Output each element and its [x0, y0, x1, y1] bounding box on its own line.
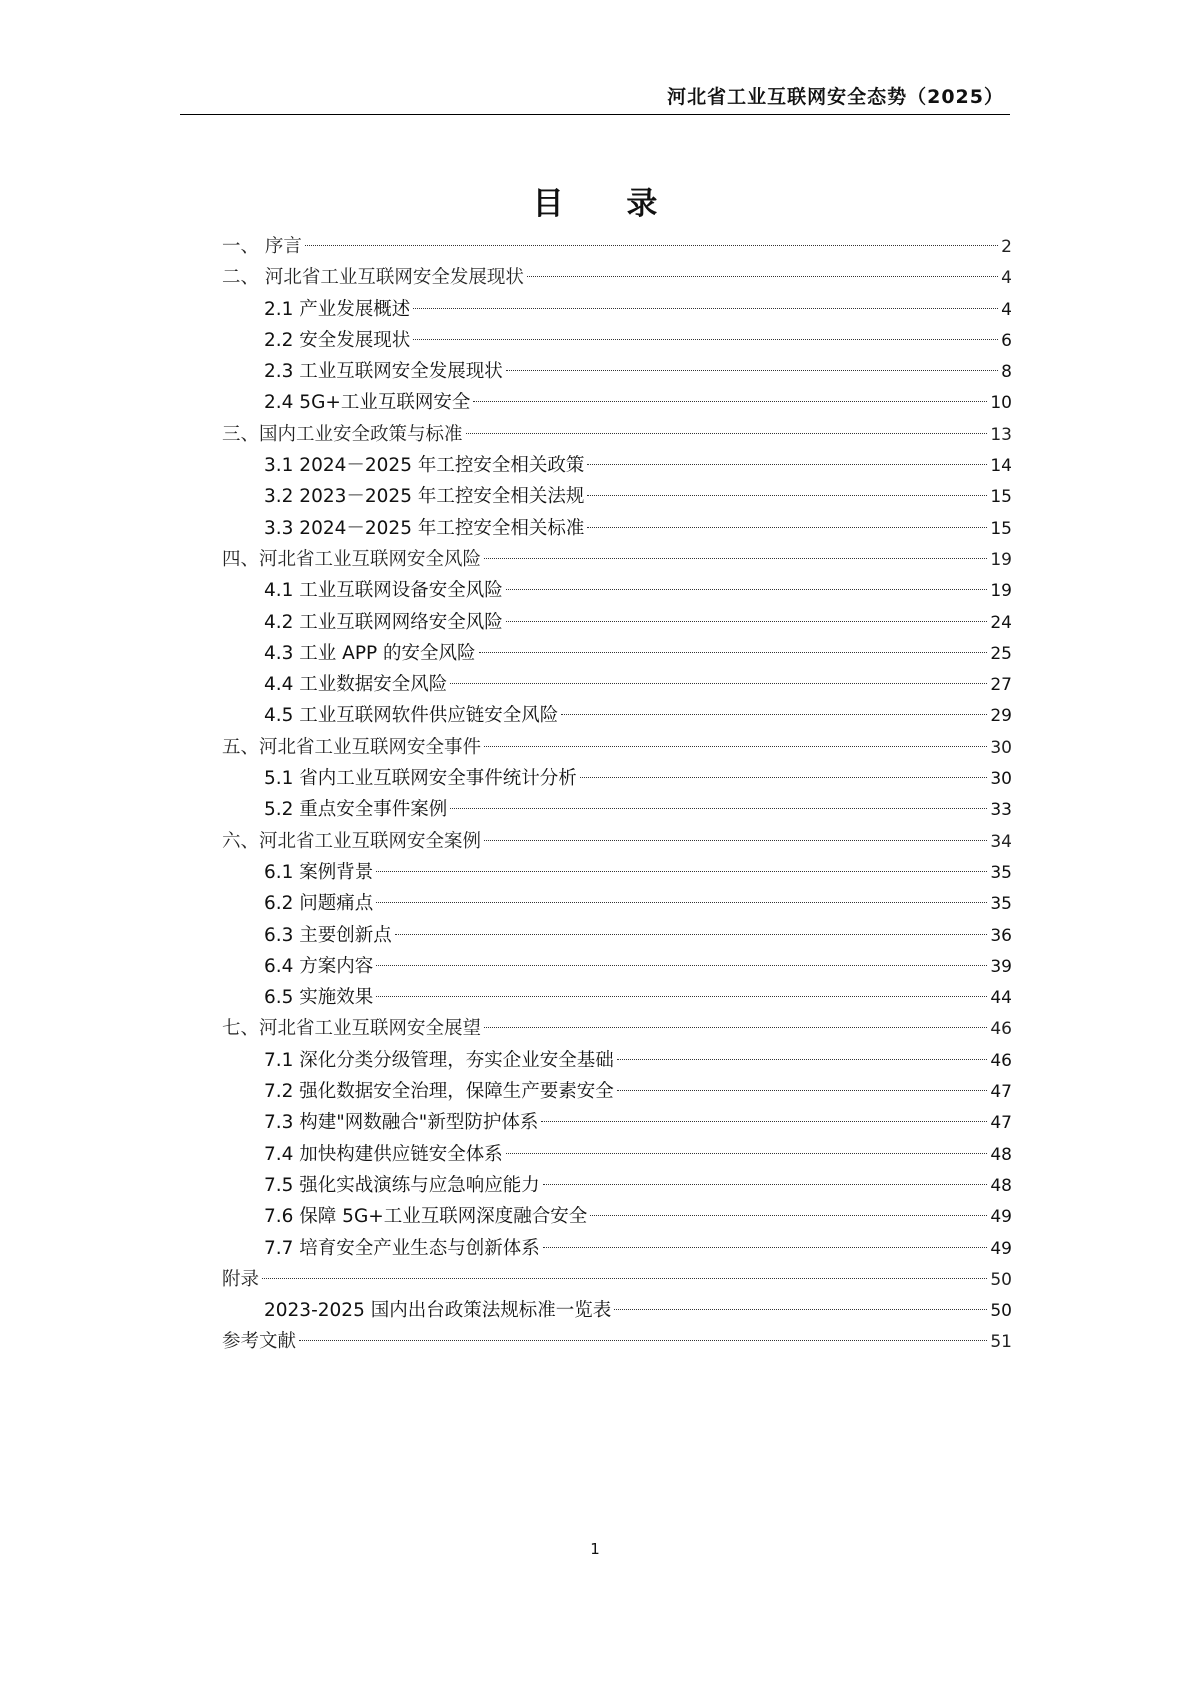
toc-dot-leader: [262, 1278, 987, 1279]
toc-subsection-entry[interactable]: [222, 1045, 1012, 1076]
toc-entry-label: 3.2 2023－2025 年工控安全相关法规: [264, 486, 585, 508]
toc-entry-page: 6: [1001, 330, 1012, 351]
toc-subsection-entry[interactable]: [222, 951, 1012, 982]
toc-dot-leader: [305, 245, 998, 246]
toc-dot-leader: [376, 996, 987, 997]
toc-subsection-entry[interactable]: [222, 669, 1012, 700]
toc-subsection-entry[interactable]: [222, 450, 1012, 481]
toc-entry-label: 2.2 安全发展现状: [264, 329, 411, 351]
toc-subsection-entry[interactable]: [222, 1076, 1012, 1107]
toc-entry-page: 39: [990, 956, 1012, 977]
toc-entry-label: 四、河北省工业互联网安全风险: [222, 548, 482, 570]
toc-entry-page: 30: [990, 737, 1012, 758]
toc-entry-page: 51: [990, 1332, 1012, 1353]
toc-entry-label: 三、国内工业安全政策与标准: [222, 423, 463, 445]
toc-dot-leader: [484, 558, 987, 559]
toc-section-entry[interactable]: [222, 231, 1012, 262]
toc-subsection-entry[interactable]: [222, 700, 1012, 731]
toc-entry-label: 五、河北省工业互联网安全事件: [222, 736, 482, 758]
toc-entry-page: 19: [990, 581, 1012, 602]
toc-entry-label: 六、河北省工业互联网安全案例: [222, 830, 482, 852]
toc-entry-page: 50: [990, 1301, 1012, 1322]
toc-dot-leader: [580, 777, 988, 778]
toc-entry-page: 49: [990, 1238, 1012, 1259]
toc-entry-label: 6.2 问题痛点: [264, 893, 374, 915]
table-of-contents: [222, 231, 1012, 1358]
toc-section-entry[interactable]: [222, 544, 1012, 575]
toc-dot-leader: [506, 370, 998, 371]
toc-entry-page: 10: [990, 393, 1012, 414]
toc-dot-leader: [506, 621, 988, 622]
toc-entry-page: 49: [990, 1207, 1012, 1228]
toc-entry-page: 46: [990, 1050, 1012, 1071]
toc-entry-page: 35: [990, 862, 1012, 883]
toc-entry-page: 34: [990, 831, 1012, 852]
toc-dot-leader: [590, 1215, 987, 1216]
toc-subsection-entry[interactable]: [222, 294, 1012, 325]
toc-dot-leader: [587, 464, 987, 465]
toc-dot-leader: [617, 1090, 988, 1091]
toc-dot-leader: [587, 495, 987, 496]
page-number: 1: [590, 1540, 600, 1558]
toc-entry-page: 14: [990, 456, 1012, 477]
toc-dot-leader: [527, 276, 998, 277]
toc-entry-page: 48: [990, 1175, 1012, 1196]
toc-subsection-entry[interactable]: [222, 607, 1012, 638]
toc-entry-page: 25: [990, 643, 1012, 664]
toc-entry-label: 4.4 工业数据安全风险: [264, 674, 448, 696]
toc-entry-page: 48: [990, 1144, 1012, 1165]
toc-dot-leader: [479, 652, 988, 653]
toc-dot-leader: [466, 433, 988, 434]
toc-entry-label: 7.1 深化分类分级管理，夯实企业安全基础: [264, 1049, 614, 1071]
toc-entry-label: 7.6 保障 5G+工业互联网深度融合安全: [264, 1206, 588, 1228]
toc-entry-label: 二、 河北省工业互联网安全发展现状: [222, 267, 524, 289]
toc-section-entry[interactable]: [222, 1326, 1012, 1357]
toc-dot-leader: [543, 1184, 988, 1185]
toc-subsection-entry[interactable]: [222, 920, 1012, 951]
toc-entry-page: 4: [1001, 299, 1012, 320]
toc-entry-label: 7.5 强化实战演练与应急响应能力: [264, 1174, 540, 1196]
page-header: [180, 82, 1010, 115]
toc-subsection-entry[interactable]: [222, 1139, 1012, 1170]
toc-entry-label: 4.3 工业 APP 的安全风险: [264, 642, 476, 664]
toc-subsection-entry[interactable]: [222, 857, 1012, 888]
toc-dot-leader: [376, 965, 987, 966]
header-title: 河北省工业互联网安全态势（2025）: [667, 86, 1004, 108]
toc-entry-label: 2.3 工业互联网安全发展现状: [264, 361, 503, 383]
toc-entry-label: 4.1 工业互联网设备安全风险: [264, 580, 503, 602]
toc-entry-page: 33: [990, 800, 1012, 821]
toc-subsection-entry[interactable]: [222, 1233, 1012, 1264]
toc-dot-leader: [376, 902, 987, 903]
toc-section-entry[interactable]: [222, 1013, 1012, 1044]
toc-dot-leader: [561, 714, 987, 715]
toc-section-entry[interactable]: [222, 419, 1012, 450]
toc-entry-page: 8: [1001, 362, 1012, 383]
toc-entry-label: 7.4 加快构建供应链安全体系: [264, 1143, 503, 1165]
toc-entry-page: 46: [990, 1019, 1012, 1040]
toc-section-entry[interactable]: [222, 262, 1012, 293]
toc-entry-page: 4: [1001, 268, 1012, 289]
toc-entry-label: 附录: [222, 1268, 260, 1290]
toc-entry-page: 29: [990, 706, 1012, 727]
toc-dot-leader: [450, 683, 987, 684]
toc-section-entry[interactable]: [222, 826, 1012, 857]
toc-subsection-entry[interactable]: [222, 1201, 1012, 1232]
toc-subsection-entry[interactable]: [222, 1170, 1012, 1201]
toc-entry-label: 7.2 强化数据安全治理，保障生产要素安全: [264, 1081, 614, 1103]
toc-entry-page: 50: [990, 1269, 1012, 1290]
toc-dot-leader: [484, 840, 987, 841]
toc-entry-label: 6.1 案例背景: [264, 861, 374, 883]
toc-entry-label: 3.1 2024－2025 年工控安全相关政策: [264, 455, 585, 477]
toc-dot-leader: [506, 589, 988, 590]
toc-entry-page: 47: [990, 1113, 1012, 1134]
toc-entry-label: 6.3 主要创新点: [264, 924, 392, 946]
toc-dot-leader: [543, 1247, 988, 1248]
toc-entry-label: 参考文献: [222, 1331, 297, 1353]
toc-entry-page: 27: [990, 675, 1012, 696]
toc-entry-page: 24: [990, 612, 1012, 633]
toc-subsection-entry[interactable]: [222, 794, 1012, 825]
toc-entry-label: 7.3 构建"网数融合"新型防护体系: [264, 1112, 539, 1134]
toc-entry-label: 2.4 5G+工业互联网安全: [264, 392, 471, 414]
toc-entry-label: 6.4 方案内容: [264, 955, 374, 977]
toc-section-entry[interactable]: [222, 1264, 1012, 1295]
toc-dot-leader: [484, 1027, 987, 1028]
toc-entry-label: 7.7 培育安全产业生态与创新体系: [264, 1237, 540, 1259]
toc-entry-label: 6.5 实施效果: [264, 987, 374, 1009]
toc-dot-leader: [413, 308, 998, 309]
toc-dot-leader: [541, 1121, 987, 1122]
toc-dot-leader: [617, 1059, 988, 1060]
toc-dot-leader: [376, 871, 987, 872]
toc-entry-page: 13: [990, 424, 1012, 445]
toc-entry-label: 4.2 工业互联网网络安全风险: [264, 611, 503, 633]
toc-dot-leader: [587, 527, 987, 528]
toc-entry-label: 2023-2025 国内出台政策法规标准一览表: [264, 1300, 612, 1322]
toc-dot-leader: [614, 1309, 987, 1310]
toc-entry-page: 30: [990, 769, 1012, 790]
toc-title: 目 录: [532, 186, 684, 222]
toc-entry-page: 44: [990, 988, 1012, 1009]
toc-dot-leader: [506, 1153, 988, 1154]
toc-dot-leader: [450, 808, 987, 809]
toc-subsection-entry[interactable]: [222, 575, 1012, 606]
toc-entry-page: 2: [1001, 237, 1012, 257]
toc-subsection-entry[interactable]: [222, 387, 1012, 418]
toc-subsection-entry[interactable]: [222, 638, 1012, 669]
toc-subsection-entry[interactable]: [222, 1107, 1012, 1138]
toc-dot-leader: [413, 339, 998, 340]
toc-subsection-entry[interactable]: [222, 356, 1012, 387]
toc-entry-page: 15: [990, 518, 1012, 539]
toc-subsection-entry[interactable]: [222, 763, 1012, 794]
toc-entry-label: 5.1 省内工业互联网安全事件统计分析: [264, 768, 577, 790]
toc-entry-page: 35: [990, 894, 1012, 915]
toc-entry-label: 七、河北省工业互联网安全展望: [222, 1018, 482, 1040]
toc-entry-page: 47: [990, 1082, 1012, 1103]
toc-entry-page: 36: [990, 925, 1012, 946]
toc-subsection-entry[interactable]: [222, 513, 1012, 544]
toc-entry-label: 2.1 产业发展概述: [264, 298, 411, 320]
toc-dot-leader: [299, 1340, 987, 1341]
toc-subsection-entry[interactable]: [222, 1295, 1012, 1326]
toc-dot-leader: [395, 934, 988, 935]
toc-subsection-entry[interactable]: [222, 982, 1012, 1013]
toc-entry-label: 4.5 工业互联网软件供应链安全风险: [264, 705, 559, 727]
toc-dot-leader: [484, 746, 987, 747]
toc-subsection-entry[interactable]: [222, 325, 1012, 356]
toc-section-entry[interactable]: [222, 732, 1012, 763]
toc-entry-page: 15: [990, 487, 1012, 508]
toc-entry-label: 3.3 2024－2025 年工控安全相关标准: [264, 517, 585, 539]
toc-entry-label: 一、 序言: [222, 236, 302, 257]
toc-entry-label: 5.2 重点安全事件案例: [264, 799, 448, 821]
toc-subsection-entry[interactable]: [222, 481, 1012, 512]
toc-entry-page: 19: [990, 549, 1012, 570]
toc-subsection-entry[interactable]: [222, 888, 1012, 919]
toc-dot-leader: [473, 401, 987, 402]
